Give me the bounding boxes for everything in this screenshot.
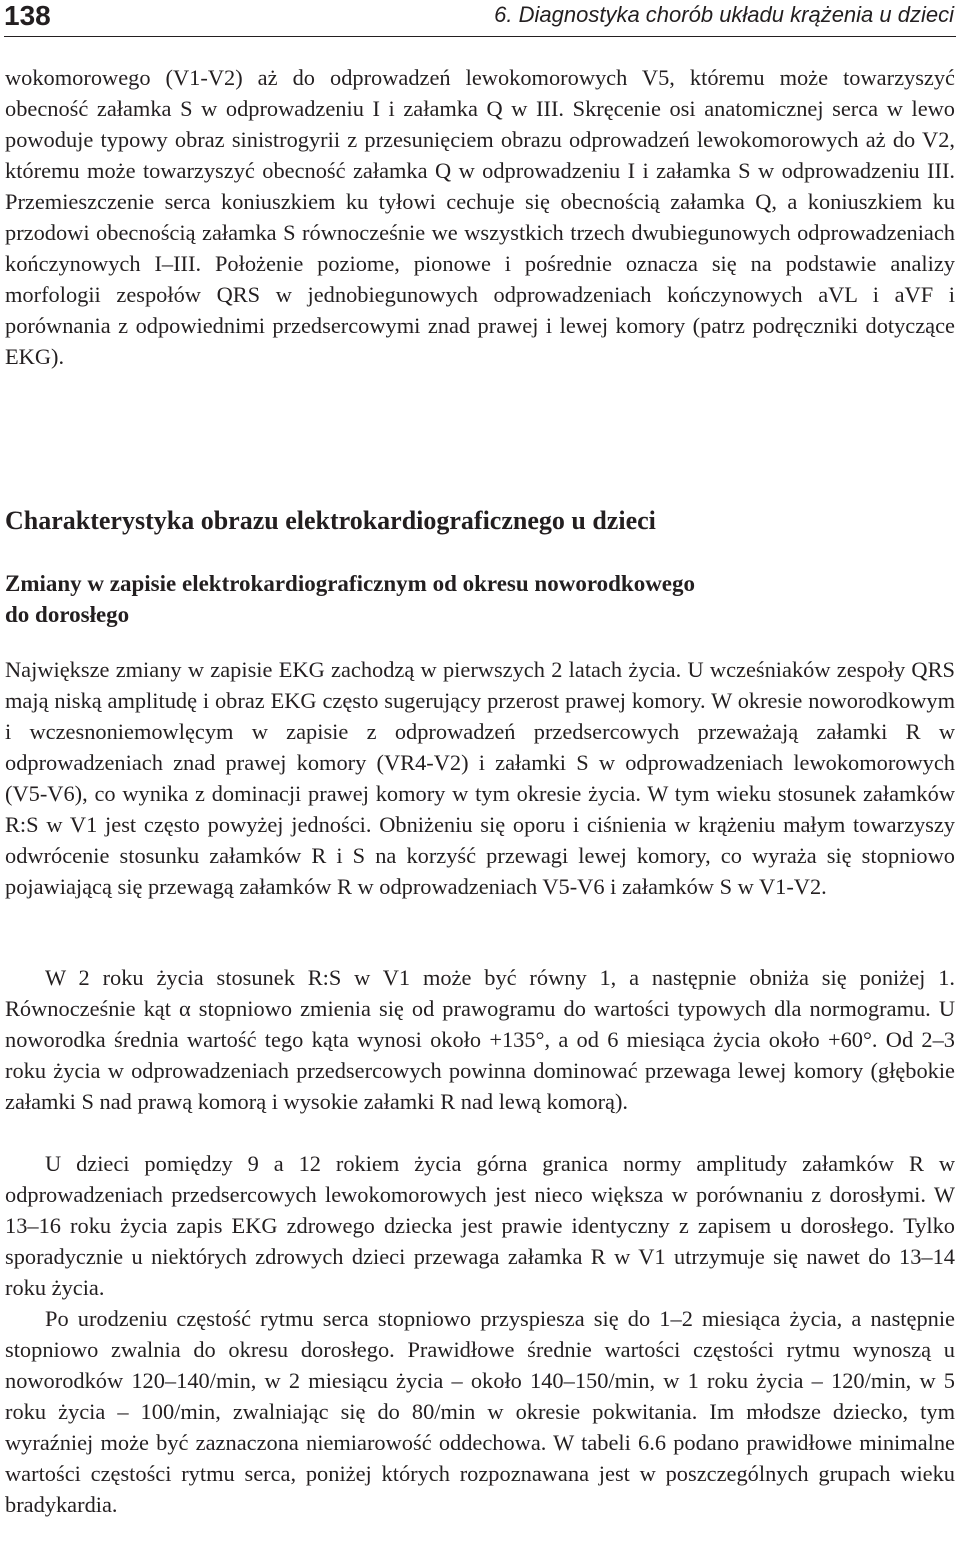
page-number: 138	[4, 0, 51, 31]
paragraph-ekg-changes: Największe zmiany w zapisie EKG zachodzą w pierwszych 2 latach życia. U wcześniaków zespoły QRS mają niską amplitudę i obraz EKG często sugerujący przerost prawej komory. W okresie noworodkowym i wczesnoniemowlęcym w zapisie z odprowadzeń przedsercowych przeważają załamki R w odprowadzeniach znad prawej komory (VR4-V2) i załamki S w odprowadzeniach lewokomorowych (V5-V6), co wynika z dominacji prawej komory w tym okresie życia. W tym wieku stosunek załamków R:S w V1 jest często powyżej jedności. Obniżeniu się oporu i ciśnienia w krążeniu małym towarzyszy odwrócenie stosunku załamków R i S na korzyść przewagi lewej komory, co wyraża się stopniowo pojawiającą się przewagą załamków R w odprowadzeniach V5-V6 i załamków S w V1-V2.	[5, 657, 955, 899]
paragraph-heart-rate: Po urodzeniu częstość rytmu serca stopniowo przyspiesza się do 1–2 miesiąca życia, a następnie stopniowo zwalnia do okresu dorosłego. Prawidłowe średnie wartości częstości rytmu wynoszą u noworodków 120–140/min, w 2 miesiącu życia – około 140–150/min, w 1 roku życia – 120/min, w 5 roku życia – 100/min, zwalniając się do 80/min w okresie pokwitania. Im młodsze dziecko, tym wyraźniej może być zaznaczona niemiarowość oddechowa. W tabeli 6.6 podano prawidłowe minimalne wartości częstości rytmu serca, poniżej których rozpoznawana jest w poszczególnych grupach wieku bradykardia.	[5, 1306, 955, 1517]
paragraph-second-year: W 2 roku życia stosunek R:S w V1 może być równy 1, a następnie obniża się poniżej 1. Równocześnie kąt α stopniowo zmienia się od prawogramu do wartości typowych dla normogramu. U noworodka średnia wartość tego kąta wynosi około +135°, a od 6 miesiąca życia około +60°. Od 2–3 roku życia w odprowadzeniach przedsercowych powinna dominować przewaga lewej komory (głębokie załamki S nad prawą komorą i wysokie załamki R nad lewą komorą).	[5, 965, 955, 1114]
running-header	[4, 0, 956, 37]
paragraph-continued: wokomorowego (V1-V2) aż do odprowadzeń lewokomorowych V5, któremu może towarzyszyć obecność załamka S w odprowadzeniu I i załamka Q w III. Skręcenie osi anatomicznej serca w lewo powoduje typowy obraz sinistrogyrii z przesunięciem obrazu odprowadzeń lewokomorowych aż do V2, któremu może towarzyszyć obecność załamka Q w odprowadzeniu I i załamka S w odprowadzeniu III. Przemieszczenie serca koniuszkiem ku tyłowi cechuje się obecnością załamka Q, a koniuszkiem ku przodowi obecnością załamka S równocześnie we wszystkich trzech dwubiegunowych odprowadzeniach kończynowych I–III. Położenie poziome, pionowe i pośrednie oznacza się na podstawie analizy morfologii zespołów QRS w jednobiegunowych odprowadzeniach kończynowych aVL i aVF i porównania z odpowiednimi przedsercowymi znad prawej i lewej komory (patrz podręczniki dotyczące EKG).	[5, 65, 955, 369]
section-heading: Charakterystyka obrazu elektrokardiograficznego u dzieci	[5, 506, 656, 535]
paragraph-school-age: U dzieci pomiędzy 9 a 12 rokiem życia górna granica normy amplitudy załamków R w odprowadzeniach przedsercowych lewokomorowych jest nieco większa w porównaniu z dorosłymi. W 13–16 roku życia zapis EKG zdrowego dziecka jest prawie identyczny z zapisem u dorosłego. Tylko sporadycznie u niektórych zdrowych dzieci przewaga załamka R w V1 utrzymuje się nawet do 13–14 roku życia.	[5, 1151, 955, 1300]
chapter-title: 6. Diagnostyka chorób układu krążenia u dzieci	[494, 2, 954, 27]
subsection-heading: Zmiany w zapisie elektrokardiograficznym od okresu noworodkowego do dorosłego	[5, 571, 696, 627]
